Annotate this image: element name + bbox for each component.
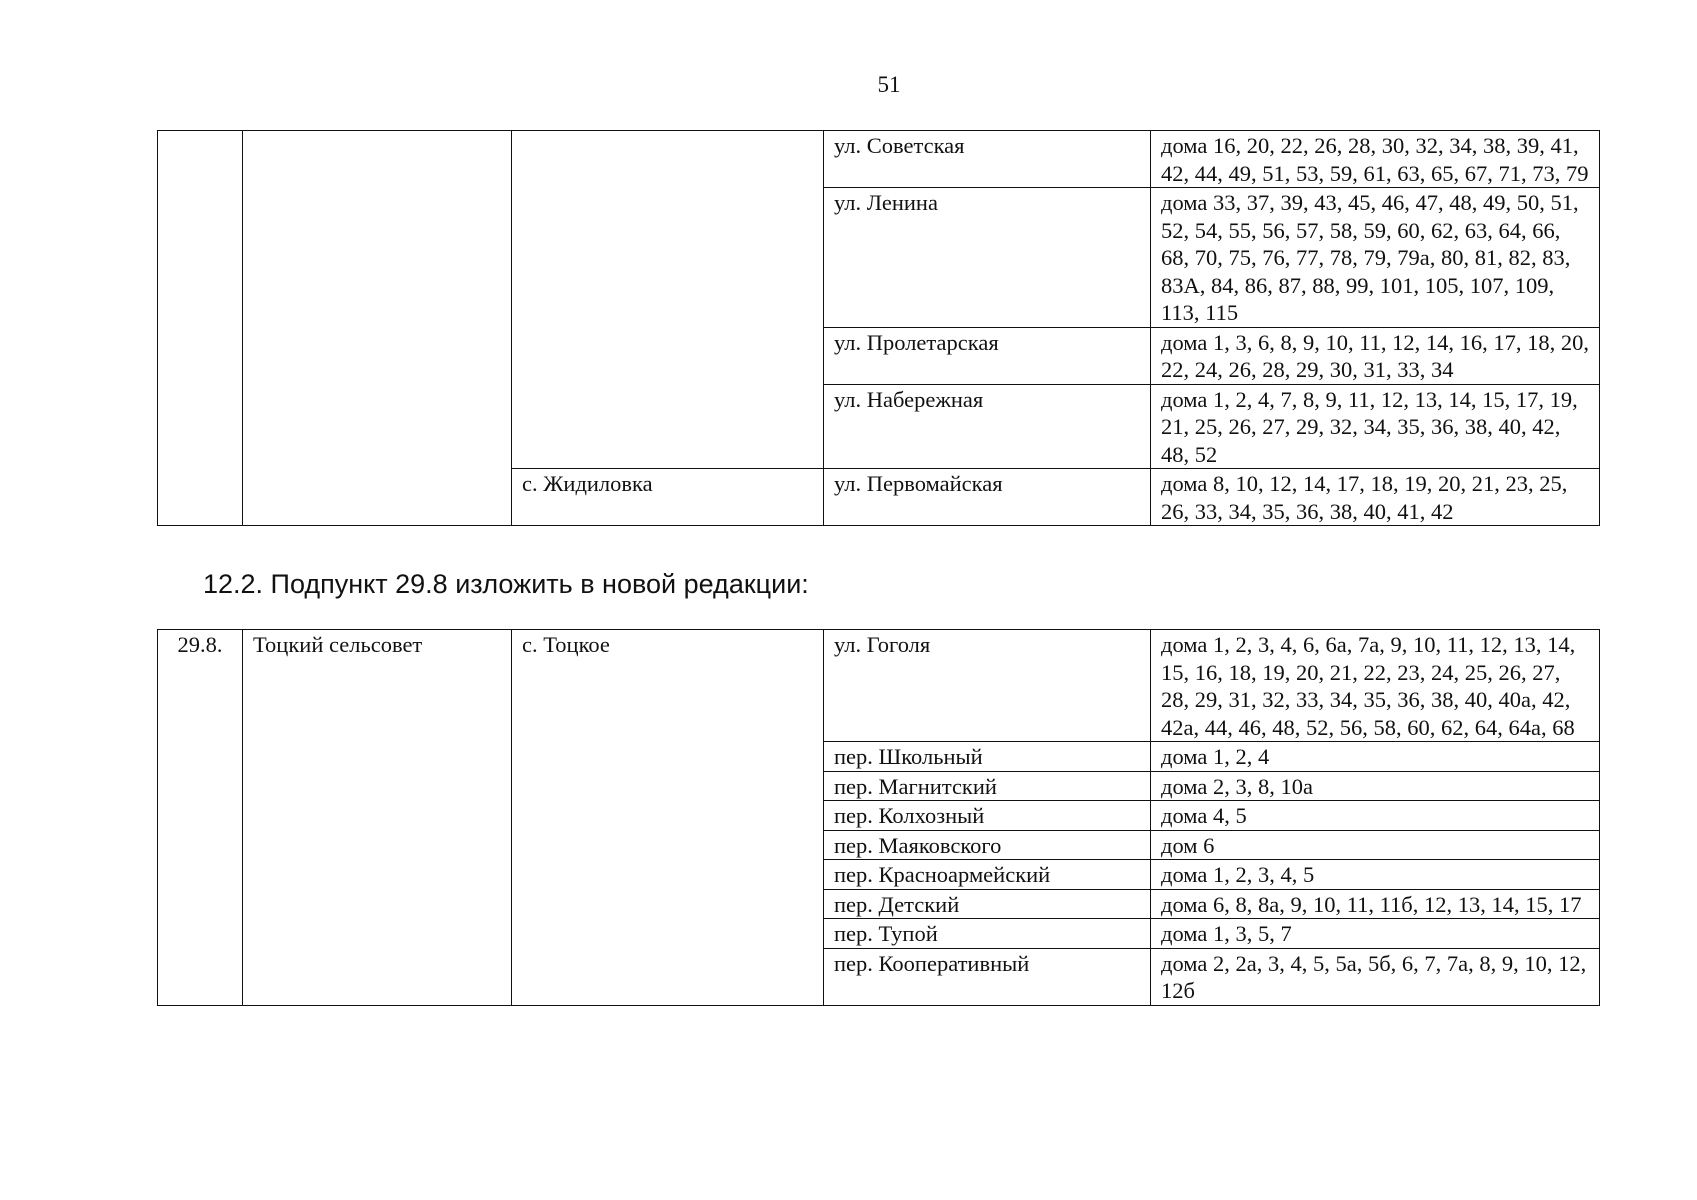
street-cell: пер. Красноармейский <box>824 860 1151 890</box>
street-cell: ул. Гоголя <box>824 630 1151 742</box>
houses-cell: дома 33, 37, 39, 43, 45, 46, 47, 48, 49, 50, 51, 52, 54, 55, 56, 57, 58, 59, 60, 62, 63, 64, 66, 68, 70, 75, 76, 77, 78, 79, 79а, 80, 81, 82, 83, 83А, 84, 86, 87, 88, 99, 101, 105, 107, 109, 113, 115 <box>1151 188 1600 328</box>
number-cell: 29.8. <box>158 630 243 1006</box>
page-number: 51 <box>877 72 901 97</box>
street-cell: ул. Ленина <box>824 188 1151 328</box>
street-cell: пер. Школьный <box>824 742 1151 772</box>
locality-cell <box>512 131 824 469</box>
houses-cell: дома 1, 2, 3, 4, 5 <box>1151 860 1600 890</box>
houses-cell: дома 1, 3, 6, 8, 9, 10, 11, 12, 14, 16, 17, 18, 20, 22, 24, 26, 28, 29, 30, 31, 33, 34 <box>1151 327 1600 384</box>
houses-cell: дома 2, 3, 8, 10а <box>1151 771 1600 801</box>
houses-cell: дома 6, 8, 8а, 9, 10, 11, 11б, 12, 13, 14, 15, 17 <box>1151 889 1600 919</box>
addresses-table-new <box>157 629 1600 1006</box>
houses-cell: дома 2, 2а, 3, 4, 5, 5а, 5б, 6, 7, 7а, 8, 9, 10, 12, 12б <box>1151 948 1600 1005</box>
amendment-paragraph: 12.2. Подпункт 29.8 изложить в новой редакции: <box>203 569 809 599</box>
table-row <box>158 630 1600 742</box>
addresses-table-continued <box>157 130 1600 526</box>
street-cell: пер. Кооперативный <box>824 948 1151 1005</box>
street-cell: пер. Магнитский <box>824 771 1151 801</box>
street-cell: пер. Тупой <box>824 919 1151 949</box>
number-cell <box>158 131 243 526</box>
houses-cell: дома 1, 2, 4, 7, 8, 9, 11, 12, 13, 14, 15, 17, 19, 21, 25, 26, 27, 29, 32, 34, 35, 36, 38, 40, 42, 48, 52 <box>1151 384 1600 469</box>
table-row <box>158 131 1600 188</box>
houses-cell: дома 1, 2, 4 <box>1151 742 1600 772</box>
locality-cell: с. Тоцкое <box>512 630 824 1006</box>
street-cell: ул. Набережная <box>824 384 1151 469</box>
houses-cell: дома 1, 2, 3, 4, 6, 6а, 7а, 9, 10, 11, 12, 13, 14, 15, 16, 18, 19, 20, 21, 22, 23, 24, 25, 26, 27, 28, 29, 31, 32, 33, 34, 35, 36, 38, 40, 40а, 42, 42а, 44, 46, 48, 52, 56, 58, 60, 62, 64, 64а, 68 <box>1151 630 1600 742</box>
street-cell: пер. Колхозный <box>824 801 1151 831</box>
houses-cell: дома 4, 5 <box>1151 801 1600 831</box>
locality-cell: с. Жидиловка <box>512 469 824 526</box>
street-cell: ул. Пролетарская <box>824 327 1151 384</box>
council-cell <box>243 131 512 526</box>
houses-cell: дома 1, 3, 5, 7 <box>1151 919 1600 949</box>
houses-cell: дома 8, 10, 12, 14, 17, 18, 19, 20, 21, 23, 25, 26, 33, 34, 35, 36, 38, 40, 41, 42 <box>1151 469 1600 526</box>
street-cell: ул. Первомайская <box>824 469 1151 526</box>
council-cell: Тоцкий сельсовет <box>243 630 512 1006</box>
street-cell: пер. Детский <box>824 889 1151 919</box>
street-cell: ул. Советская <box>824 131 1151 188</box>
houses-cell: дом 6 <box>1151 830 1600 860</box>
houses-cell: дома 16, 20, 22, 26, 28, 30, 32, 34, 38, 39, 41, 42, 44, 49, 51, 53, 59, 61, 63, 65, 67, 71, 73, 79 <box>1151 131 1600 188</box>
street-cell: пер. Маяковского <box>824 830 1151 860</box>
